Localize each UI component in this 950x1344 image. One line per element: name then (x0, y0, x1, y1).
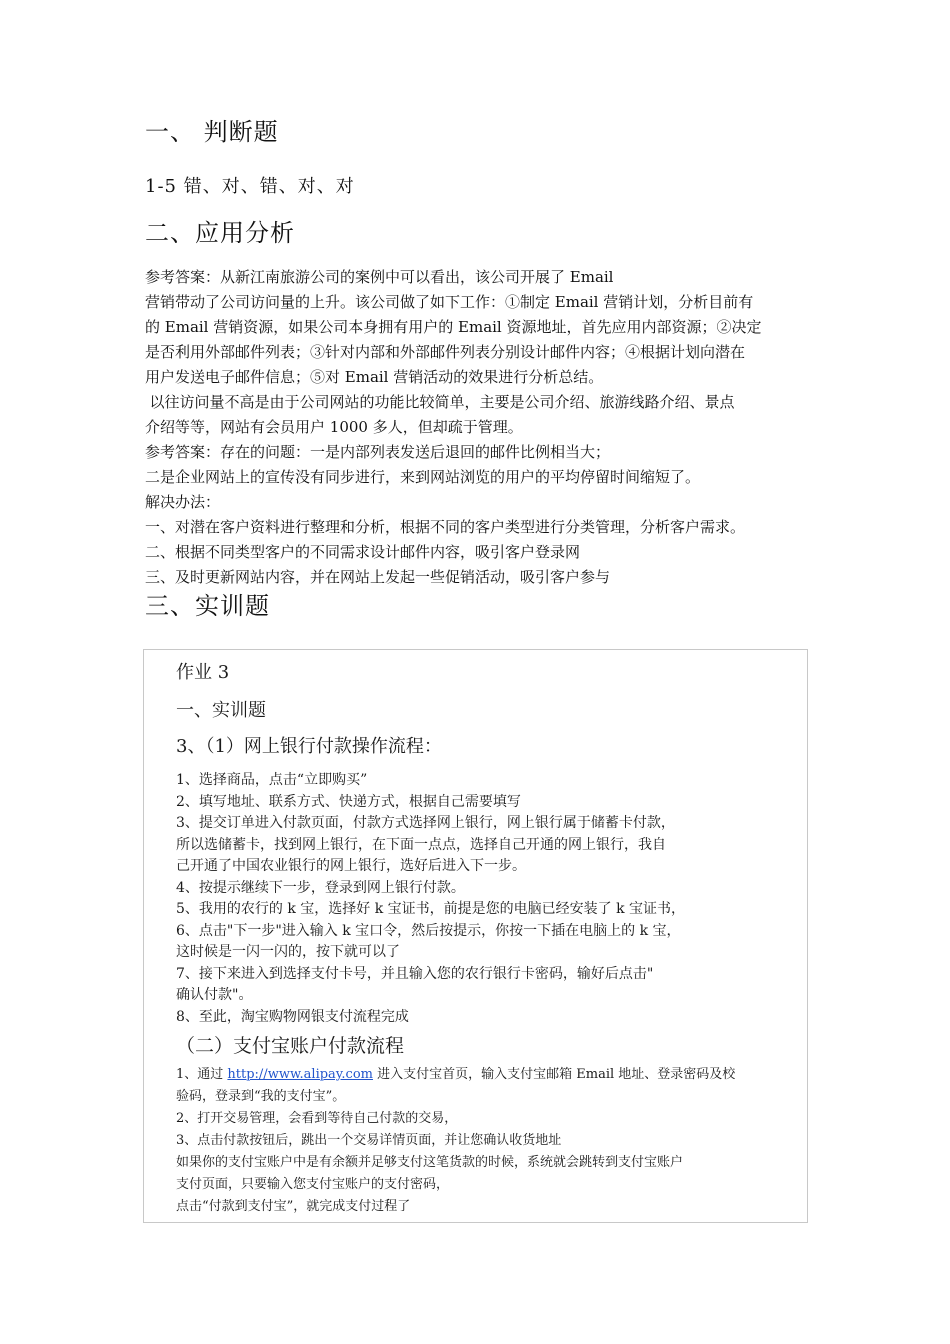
section2-heading: 二、应用分析 (145, 219, 295, 247)
section2-line: 介绍等等，网站有会员用户 1000 多人，但却疏于管理。 (145, 418, 523, 436)
step-line: 3、点击付款按钮后，跳出一个交易详情页面，并让您确认收货地址 (176, 1133, 562, 1148)
section2-line: 二是企业网站上的宣传没有同步进行，来到网站浏览的用户的平均停留时间缩短了。 (145, 468, 701, 486)
section1-answer: 1-5 错、对、错、对、对 (145, 176, 355, 197)
step-text: 1、通过 (176, 1067, 228, 1082)
homework-subtitle: 一、实训题 (176, 700, 266, 721)
step-line: 5、我用的农行的 k 宝，选择好 k 宝证书，前提是您的电脑已经安装了 k 宝证书， (176, 901, 686, 917)
homework-title: 作业 3 (176, 662, 230, 683)
alipay-payment-steps (176, 1064, 796, 1218)
section2-line: 一、对潜在客户资料进行整理和分析，根据不同的客户类型进行分类管理，分析客户需求。 (145, 518, 746, 536)
step-line: 2、打开交易管理，会看到等待自己付款的交易， (176, 1111, 458, 1126)
step-line: 3、提交订单进入付款页面，付款方式选择网上银行，网上银行属于储蓄卡付款， (176, 815, 675, 831)
section2-line: 是否利用外部邮件列表；③针对内部和外部邮件列表分别设计邮件内容；④根据计划向潜在 (145, 343, 746, 361)
section2-line: 的 Email 营销资源，如果公司本身拥有用户的 Email 资源地址，首先应用内部资源；②决定 (145, 318, 762, 336)
step-line: 这时候是一闪一闪的，按下就可以了 (176, 944, 400, 960)
step-line: 所以选储蓄卡，找到网上银行，在下面一点点，选择自己开通的网上银行，我自 (176, 836, 666, 853)
step-line: 点击“付款到支付宝”，就完成支付过程了 (176, 1199, 411, 1214)
section2-line: 营销带动了公司访问量的上升。该公司做了如下工作：①制定 Email 营销计划，分析目前有 (145, 293, 754, 311)
bank-payment-steps (176, 770, 796, 1028)
step-line: 确认付款"。 (176, 987, 253, 1003)
section2-line: 参考答案：从新江南旅游公司的案例中可以看出，该公司开展了 Email (145, 268, 614, 286)
section2-line: 用户发送电子邮件信息；⑤对 Email 营销活动的效果进行分析总结。 (145, 368, 604, 386)
section2-body (145, 265, 810, 590)
step-line: 4、按提示继续下一步，登录到网上银行付款。 (176, 879, 465, 896)
step-line: 己开通了中国农业银行的网上银行，选好后进入下一步。 (176, 858, 526, 874)
step-line (176, 1064, 796, 1086)
step-line: 2、填写地址、联系方式、快递方式，根据自己需要填写 (176, 793, 521, 810)
section2-line: 以往访问量不高是由于公司网站的功能比较简单，主要是公司介绍、旅游线路介绍、景点 (149, 393, 735, 411)
step-line: 1、选择商品，点击“立即购买” (176, 772, 368, 788)
step-line: 支付页面，只要输入您支付宝账户的支付密码， (176, 1177, 450, 1192)
step-line: 如果你的支付宝账户中是有余额并足够支付这笔货款的时候，系统就会跳转到支付宝账户 (176, 1155, 684, 1170)
step-line: 7、接下来进入到选择支付卡号，并且输入您的农行银行卡密码，输好后点击" (176, 965, 654, 982)
section2-line: 参考答案：存在的问题：一是内部列表发送后退回的邮件比例相当大； (145, 443, 611, 461)
step-line: 8、至此，淘宝购物网银支付流程完成 (176, 1008, 409, 1025)
section3-heading: 三、实训题 (145, 592, 270, 620)
step-line: 6、点击"下一步"进入输入 k 宝口令，然后按提示，你按一下插在电脑上的 k 宝， (176, 922, 681, 939)
bank-payment-heading: 3、（1）网上银行付款操作流程： (176, 736, 442, 757)
step-text: 进入支付宝首页，输入支付宝邮箱 Email 地址、登录密码及校 (372, 1067, 736, 1082)
section2-line: 二、根据不同类型客户的不同需求设计邮件内容，吸引客户登录网 (145, 543, 581, 561)
step-line: 验码，登录到“我的支付宝”。 (176, 1089, 346, 1104)
alipay-payment-heading: （二）支付宝账户付款流程 (176, 1035, 405, 1057)
section2-line: 解决办法： (145, 493, 221, 511)
section1-heading: 一、 判断题 (145, 118, 279, 146)
alipay-link[interactable]: http://www.alipay.com (227, 1067, 373, 1082)
embedded-homework-image (143, 649, 808, 1223)
section2-line: 三、及时更新网站内容，并在网站上发起一些促销活动，吸引客户参与 (145, 568, 611, 586)
